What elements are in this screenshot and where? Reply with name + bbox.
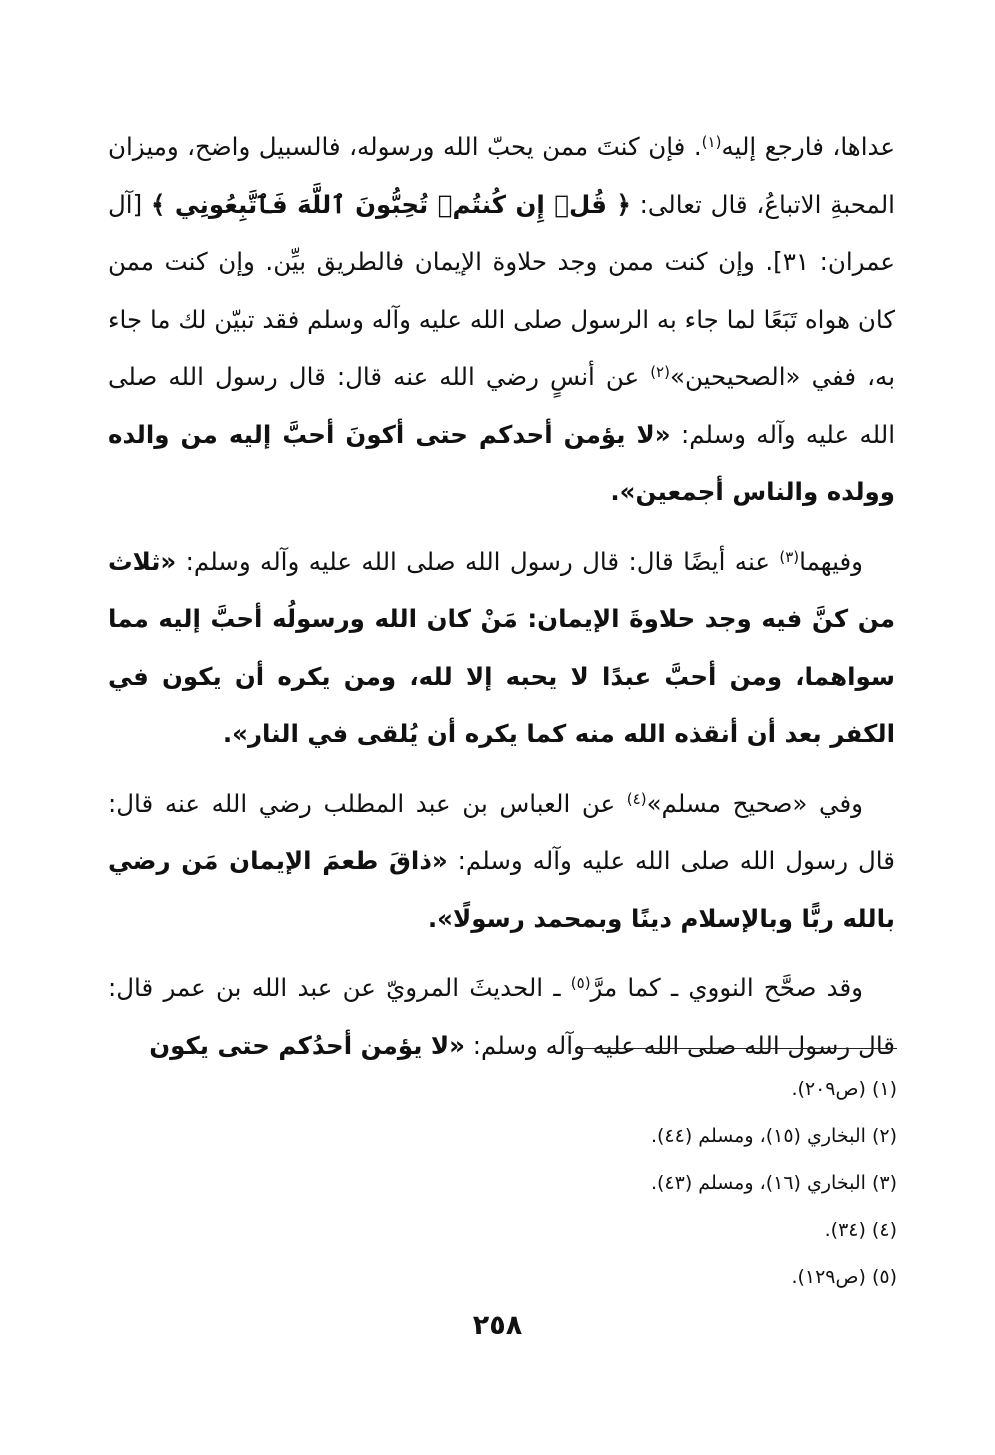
hadith-quote: «ذاقَ طعمَ الإيمان مَن رضي بالله ربًّا وبالإسلام دينًا وبمحمد رسولًا». xyxy=(108,846,895,933)
text-run: وفيهما xyxy=(799,546,863,576)
paragraph-2 xyxy=(108,533,895,763)
text-run: عن أنسٍ رضي الله عنه قال: قال رسول الله صلى الله عليه وآله وسلم: xyxy=(108,362,895,449)
footnotes xyxy=(297,1066,897,1301)
quran-verse: ﴿ قُلۡ إِن كُنتُمۡ تُحِبُّونَ ٱللَّهَ فَٱتَّبِعُونِي ﴾ xyxy=(150,189,631,219)
text-run: [آل عمران: ٣١]. وإن كنت ممن وجد حلاوة الإيمان فالطريق بيِّن. وإن كنت ممن كان هواه تَبَعًا لما جاء به الرسول صلى الله عليه وآله وسلم فقد تبيّن لك ما جاء به، ففي «الصحيحين» xyxy=(108,189,896,391)
footnote-ref-4[interactable]: (٤) xyxy=(626,789,647,808)
page-number: ٢٥٨ xyxy=(472,1310,523,1341)
paragraph-4 xyxy=(108,959,895,1074)
footnote-5: (٥) (ص١٢٩). xyxy=(791,1266,897,1288)
text-run: عنه أيضًا قال: قال رسول الله صلى الله عليه وآله وسلم: xyxy=(176,546,780,576)
hadith-quote: «ثلاث من كنَّ فيه وجد حلاوةَ الإيمان: مَنْ كان الله ورسولُه أحبَّ إليه مما سواهما، ومن أحبَّ عبدًا لا يحبه إلا لله، ومن يكره أن يكون في الكفر بعد أن أنقذه الله منه كما يكره أن يُلقى في النار». xyxy=(108,546,895,748)
text-run: وفي «صحيح مسلم» xyxy=(646,788,863,818)
footnote-3: (٣) البخاري (١٦)، ومسلم (٤٣). xyxy=(650,1172,897,1194)
text-run: عداها، فارجع إليه xyxy=(721,132,895,161)
paragraph-3 xyxy=(108,775,895,948)
text-run: ـ الحديثَ المرويّ عن عبد الله بن عمر قال: قال رسول الله صلى الله عليه وآله وسلم: xyxy=(108,973,895,1060)
footnote-2: (٢) البخاري (١٥)، ومسلم (٤٤). xyxy=(650,1125,897,1147)
text-run: وقد صحَّح النووي ـ كما مرَّ xyxy=(590,973,864,1002)
text-run: عن العباس بن عبد المطلب رضي الله عنه قال: قال رسول الله صلى الله عليه وآله وسلم: xyxy=(108,788,895,875)
footnote-ref-3[interactable]: (٣) xyxy=(779,547,800,566)
main-text xyxy=(108,118,895,1074)
hadith-quote: «لا يؤمن أحدكم حتى أكونَ أحبَّ إليه من والده وولده والناس أجمعين». xyxy=(108,419,895,506)
paragraph-1 xyxy=(108,118,895,521)
footnote-ref-5[interactable]: (٥) xyxy=(570,974,591,992)
footnote-4: (٤) (٣٤). xyxy=(824,1219,897,1241)
footnote-ref-1[interactable]: (١) xyxy=(701,133,722,151)
footnote-1: (١) (ص٢٠٩). xyxy=(791,1078,897,1100)
text-run: . فإن كنتَ ممن يحبّ الله ورسوله، فالسبيل واضح، وميزان المحبةِ الاتباعُ، قال تعالى: xyxy=(108,132,895,219)
footnote-ref-2[interactable]: (٢) xyxy=(650,363,670,381)
hadith-quote: «لا يؤمن أحدُكم حتى يكون xyxy=(149,1030,465,1060)
footnote-separator xyxy=(580,1048,897,1049)
